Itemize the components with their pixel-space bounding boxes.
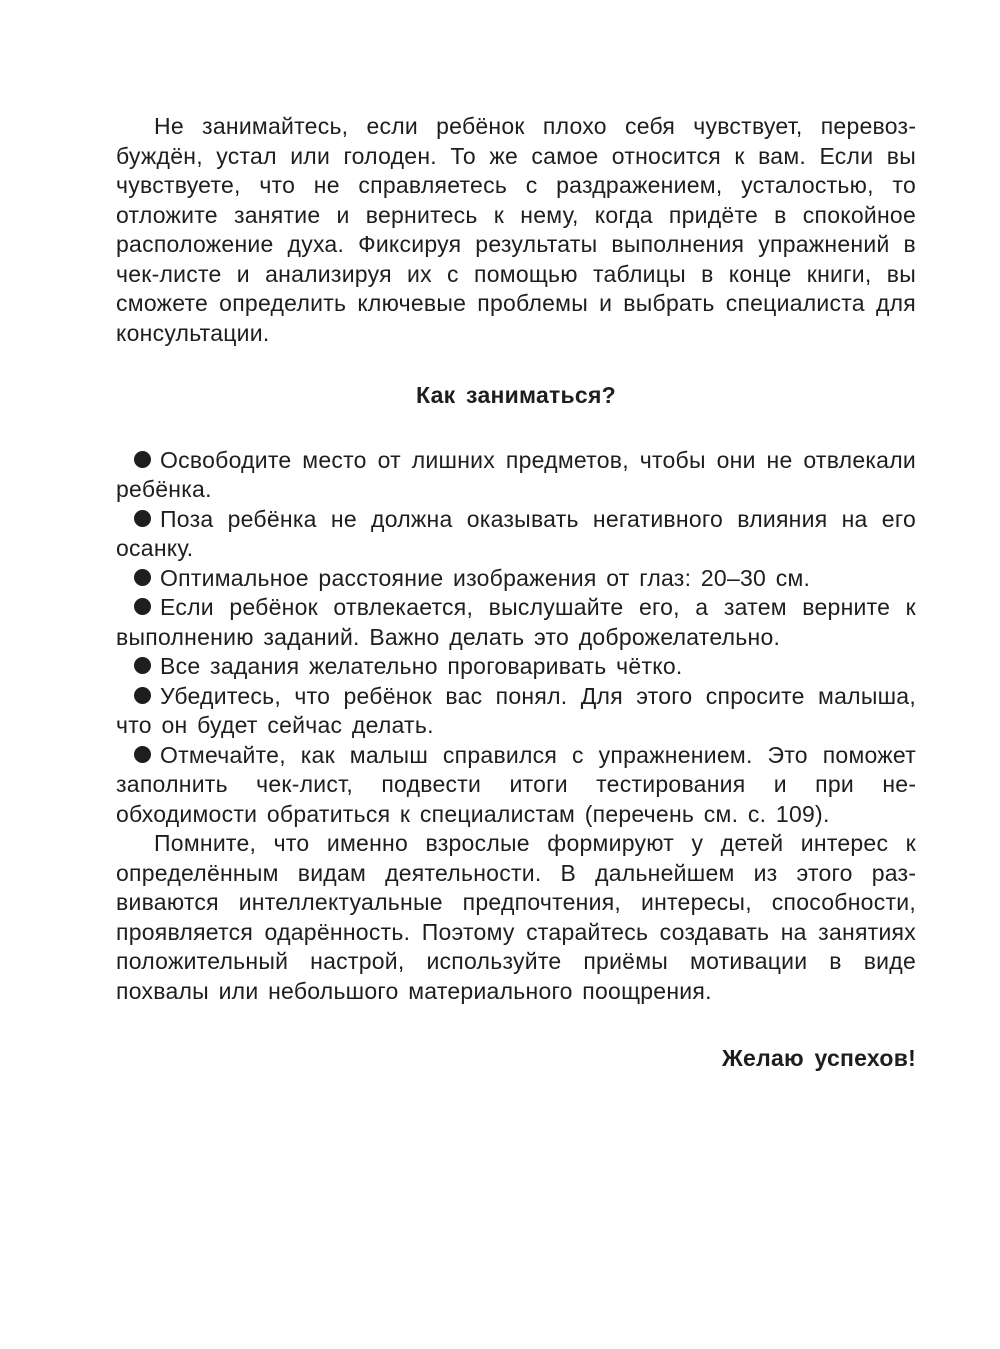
list-item: [116, 682, 916, 741]
list-item: [116, 593, 916, 652]
bullet-icon: [134, 510, 151, 527]
list-item-text: Убедитесь, что ребёнок вас понял. Для этого спросите малыша, что он будет сейчас делать.: [116, 682, 916, 738]
bullet-icon: [134, 657, 151, 674]
list-item-text: Если ребёнок отвлекается, выслушайте его, а затем верните к выполнению заданий. Важно делать это доброжелательно.: [116, 594, 916, 650]
list-item-text: Освободите место от лишних предметов, чтобы они не отвлекали ребёнка.: [116, 446, 916, 502]
list-item: [116, 446, 916, 505]
signoff: Желаю успехов!: [722, 1045, 916, 1071]
bullet-icon: [134, 451, 151, 468]
list-item: [116, 741, 916, 830]
bullet-icon: [134, 687, 151, 704]
section-heading: Как заниматься?: [416, 382, 616, 408]
list-item: [116, 564, 916, 594]
list-item-text: Поза ребёнка не должна оказывать негативного влияния на его осанку.: [116, 505, 916, 561]
tips-list: [116, 446, 916, 830]
list-item-text: Отмечайте, как малыш справился с упражнением. Это поможет заполнить чек-лист, подвести итоги тестирования и при необходимости обратиться к специалистам (перечень см. с. 109).: [116, 741, 916, 827]
bullet-icon: [134, 746, 151, 763]
bullet-icon: [134, 569, 151, 586]
list-item-text: Оптимальное расстояние изображения от глаз: 20–30 см.: [160, 564, 811, 591]
intro-paragraph: Не занимайтесь, если ребёнок плохо себя чувствует, перевозбуждён, устал или голоден. То же самое относится к вам. Если вы чувствуете, что не справляетесь с раздражением, усталостью, то отложите занятие и вернитесь к нему, когда придёте в спокойное расположение духа. Фиксируя результаты выполнения упражнений в чек-листе и анализируя их с помощью таблицы в конце книги, вы сможете определить ключевые проблемы и выбрать специалиста для консультации.: [116, 113, 916, 346]
list-item: [116, 505, 916, 564]
closing-paragraph: Помните, что именно взрослые формируют у детей интерес к определённым видам деятельности. В дальнейшем из этого развиваются интеллектуальные предпочтения, интересы, способности, проявляется одарённость. Поэтому старайтесь создавать на занятиях положительный настрой, используйте приёмы мотивации в виде похвалы или небольшого материального поощрения.: [116, 830, 916, 1004]
list-item-text: Все задания желательно проговаривать чётко.: [160, 653, 683, 679]
page-content: [116, 112, 916, 1074]
list-item: [116, 652, 916, 682]
bullet-icon: [134, 598, 151, 615]
